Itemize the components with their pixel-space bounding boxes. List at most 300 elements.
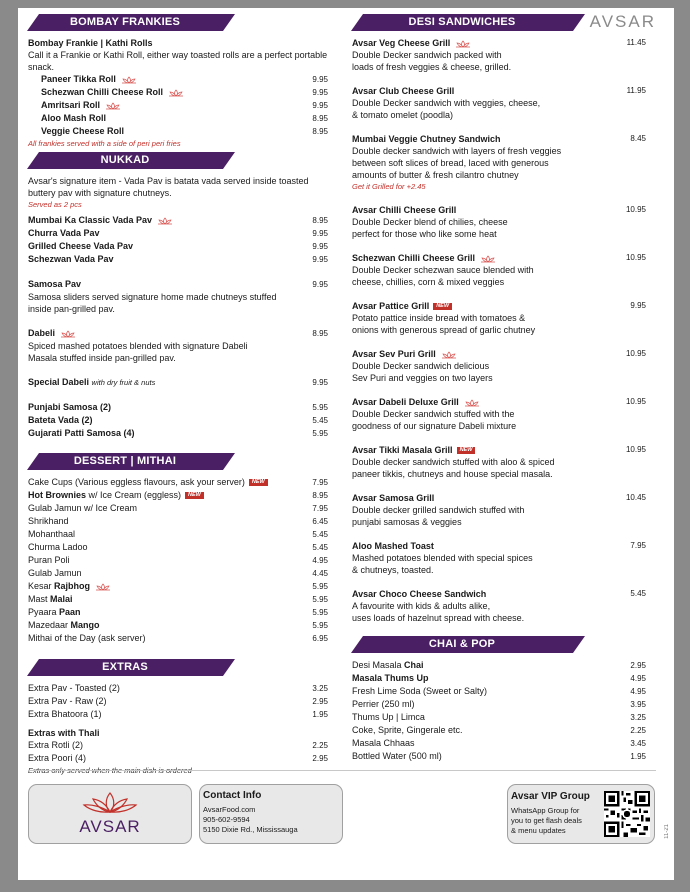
- new-badge: NEW: [457, 447, 476, 454]
- menu-item: [352, 711, 646, 724]
- item-name: Extra Pav - Toasted (2): [28, 683, 120, 693]
- item-name-wrap: [352, 300, 452, 312]
- menu-item: [352, 540, 646, 576]
- item-price: 9.95: [312, 101, 328, 110]
- item-price: 2.25: [630, 726, 646, 735]
- lotus-icon: [121, 76, 137, 84]
- right-column: [352, 14, 646, 763]
- item-name-bold: Masala Thums Up: [352, 673, 429, 683]
- item-price: 2.95: [312, 697, 328, 706]
- item-name-wrap: [28, 708, 102, 720]
- item-name: Veggie Cheese Roll: [41, 126, 125, 136]
- item-price: 9.95: [312, 242, 328, 251]
- item-desc: goodness of our signature Dabeli mixture: [352, 421, 517, 431]
- lotus-icon: [157, 217, 173, 225]
- avsar-lotus-logo-icon: [80, 791, 140, 815]
- item-name: Avsar Veg Cheese Grill: [352, 38, 451, 48]
- item-name: Extra Poori (4): [28, 753, 87, 763]
- item-price: 5.95: [312, 608, 328, 617]
- item-price: 3.25: [312, 684, 328, 693]
- item-price: 10.95: [625, 205, 646, 214]
- item-name: Punjabi Samosa (2): [28, 402, 112, 412]
- item-name-wrap: [352, 204, 456, 216]
- item-price: 9.95: [312, 255, 328, 264]
- item-name: Perrier (250 ml): [352, 699, 415, 709]
- item-name: Gulab Jamun w/ Ice Cream: [28, 503, 138, 513]
- chai-section: [352, 659, 646, 763]
- item-name-wrap: [28, 227, 100, 239]
- item-price: 5.95: [312, 403, 328, 412]
- item-price: 8.95: [312, 491, 328, 500]
- menu-item: [28, 708, 328, 721]
- section-banner-nukkad: [27, 152, 328, 169]
- menu-item: [28, 528, 328, 541]
- item-name: Mithai of the Day (ask server): [28, 633, 146, 643]
- address: 5150 Dixie Rd., Mississauga: [203, 825, 298, 834]
- item-desc: loads of fresh veggies & cheese, grilled.: [352, 62, 512, 72]
- item-name-wrap: [28, 567, 82, 579]
- website-link[interactable]: AvsarFood.com: [203, 805, 256, 814]
- new-badge: NEW: [249, 479, 268, 486]
- item-desc: & tomato omelet (poodla): [352, 110, 454, 120]
- left-column: [28, 14, 328, 776]
- item-name: Schezwan Vada Pav: [28, 254, 114, 264]
- item-name-bold: Mango: [70, 620, 100, 630]
- item-name: Extra Bhatoora (1): [28, 709, 102, 719]
- item-desc: Sev Puri and veggies on two layers: [352, 373, 493, 383]
- item-price: 3.25: [630, 713, 646, 722]
- print-code: 11-21: [664, 824, 670, 839]
- item-name-wrap: [352, 588, 486, 600]
- nukkad-desc: Avsar's signature item - Vada Pav is batata vada served inside toasted buttery pav with signature chutneys.: [28, 176, 309, 198]
- item-name-wrap: [28, 619, 100, 631]
- item-name-wrap: [28, 515, 69, 527]
- item-price: 5.45: [630, 589, 646, 598]
- menu-item: [28, 401, 328, 414]
- item-price: 6.95: [312, 634, 328, 643]
- item-name-wrap: [28, 739, 83, 751]
- lotus-icon: [95, 583, 111, 591]
- section-banner-chai: [351, 636, 646, 653]
- item-name: Thums Up | Limca: [352, 712, 425, 722]
- menu-item: [352, 85, 646, 121]
- thali-heading: Extras with Thali: [28, 728, 100, 738]
- item-name: Schezwan Chilli Cheese Roll: [41, 87, 164, 97]
- item-name-wrap: [28, 502, 137, 514]
- item-name-wrap: [352, 711, 425, 723]
- item-price: 2.25: [312, 741, 328, 750]
- menu-item: [352, 737, 646, 750]
- vip-desc-line: & menu updates: [511, 826, 566, 835]
- item-name: Mohanthaal: [28, 529, 76, 539]
- item-price: 9.95: [312, 229, 328, 238]
- section-banner-extras: [27, 659, 328, 676]
- item-name: Avsar Sev Puri Grill: [352, 349, 436, 359]
- menu-item: [28, 125, 328, 138]
- menu-item: [28, 739, 328, 752]
- item-price: 4.45: [312, 569, 328, 578]
- item-header: [352, 588, 646, 600]
- item-header: [352, 85, 646, 97]
- item-price: 7.95: [312, 504, 328, 513]
- item-desc: Double Decker sandwich packed with: [352, 50, 502, 60]
- item-name: Aloo Mashed Toast: [352, 541, 434, 551]
- item-name-wrap: [28, 632, 146, 644]
- menu-item: [28, 112, 328, 125]
- extras-section: [28, 682, 328, 776]
- item-name: Aloo Mash Roll: [41, 113, 106, 123]
- item-price: 8.95: [312, 329, 328, 338]
- menu-item: [352, 444, 646, 480]
- item-name: Fresh Lime Soda (Sweet or Salty): [352, 686, 488, 696]
- item-price: 4.95: [630, 674, 646, 683]
- item-name: Avsar Choco Cheese Sandwich: [352, 589, 487, 599]
- item-desc: & chutneys, toasted.: [352, 565, 434, 575]
- section-title: DESSERT | MITHAI: [73, 455, 177, 467]
- item-price: 10.95: [625, 445, 646, 454]
- item-name-wrap: [352, 492, 434, 504]
- menu-item: [28, 253, 328, 266]
- item-price: 6.45: [312, 517, 328, 526]
- menu-item: [28, 240, 328, 253]
- item-name: Avsar Tikki Masala Grill: [352, 445, 453, 455]
- item-note: Get it Grilled for +2.45: [352, 182, 426, 191]
- item-price: 1.95: [312, 710, 328, 719]
- item-name-wrap: [28, 401, 111, 413]
- item-desc: paneer tikkis, chutneys and house special masala.: [352, 469, 553, 479]
- item-name-wrap: [28, 489, 204, 501]
- menu-item: [352, 37, 646, 73]
- item-price: 7.95: [630, 541, 646, 550]
- item-name-bold: Paan: [59, 607, 81, 617]
- menu-item: [28, 682, 328, 695]
- item-name: Mumbai Ka Classic Vada Pav: [28, 215, 153, 225]
- item-price: 4.95: [630, 687, 646, 696]
- item-header: [352, 492, 646, 504]
- item-name-bold: Hot Brownies: [28, 490, 87, 500]
- vip-desc: [511, 806, 582, 836]
- item-desc: Double Decker schezwan sauce blended with: [352, 265, 534, 275]
- menu-item: [352, 659, 646, 672]
- item-desc: uses loads of hazelnut spread with cheese.: [352, 613, 525, 623]
- menu-item-dabeli: [28, 327, 328, 364]
- item-desc: cheese, chillies, corn & mixed veggies: [352, 277, 505, 287]
- item-desc: Double Decker sandwich with veggies, cheese,: [352, 98, 541, 108]
- menu-item: [28, 489, 328, 502]
- item-name-wrap: [352, 737, 415, 749]
- item-price: 2.95: [312, 754, 328, 763]
- item-desc: Double decker sandwich with layers of fresh veggies: [352, 146, 562, 156]
- item-name: Bottled Water (500 ml): [352, 751, 442, 761]
- menu-item: [352, 348, 646, 384]
- item-name: Grilled Cheese Vada Pav: [28, 241, 134, 251]
- item-price: 7.95: [312, 478, 328, 487]
- lotus-icon: [480, 255, 496, 263]
- item-price: 5.45: [312, 543, 328, 552]
- item-name: Gulab Jamun: [28, 568, 82, 578]
- phone-number[interactable]: 905-602-9594: [203, 815, 250, 824]
- item-name-wrap: [352, 540, 434, 552]
- item-name-wrap: [28, 214, 173, 226]
- item-header: [352, 204, 646, 216]
- item-name: Avsar Chilli Cheese Grill: [352, 205, 457, 215]
- contact-card: [199, 784, 343, 844]
- item-price: 11.45: [626, 38, 646, 47]
- item-desc: Mashed potatoes blended with special spices: [352, 553, 533, 563]
- item-name: Samosa Pav: [28, 279, 82, 289]
- dessert-section: [28, 476, 328, 645]
- section-title: DESI SANDWICHES: [408, 16, 516, 28]
- item-name: Dabeli: [28, 328, 56, 338]
- item-name-wrap: [28, 476, 268, 488]
- section-banner-sandwiches: [351, 14, 646, 31]
- item-price: 9.95: [312, 88, 328, 97]
- new-badge: NEW: [433, 303, 452, 310]
- item-header: [352, 37, 646, 49]
- item-name-wrap: [41, 73, 137, 85]
- menu-item: [28, 502, 328, 515]
- menu-item: [352, 724, 646, 737]
- item-price: 9.95: [312, 378, 328, 387]
- item-desc: Double decker sandwich stuffed with aloo & spiced: [352, 457, 555, 467]
- item-price: 10.45: [625, 493, 646, 502]
- item-suffix: with dry fruit & nuts: [91, 378, 156, 387]
- item-name: Mast: [28, 594, 51, 604]
- item-name: Coke, Sprite, Gingerale etc.: [352, 725, 463, 735]
- vip-desc-line: WhatsApp Group for: [511, 806, 580, 815]
- item-price: 3.95: [630, 700, 646, 709]
- menu-item: [28, 695, 328, 708]
- menu-item: [28, 99, 328, 112]
- item-name: Churma Ladoo: [28, 542, 88, 552]
- item-desc: amounts of butter & fresh cilantro chutney: [352, 170, 519, 180]
- item-name: Churra Vada Pav: [28, 228, 100, 238]
- menu-item: [352, 396, 646, 432]
- item-name-wrap: [28, 580, 111, 592]
- item-desc: perfect for those who like some heat: [352, 229, 497, 239]
- menu-item: [28, 476, 328, 489]
- item-price: 10.95: [625, 349, 646, 358]
- item-price: 8.95: [312, 216, 328, 225]
- menu-item: [28, 606, 328, 619]
- item-header: [352, 133, 646, 145]
- lotus-icon: [464, 399, 480, 407]
- menu-item: [28, 593, 328, 606]
- item-name: Avsar Samosa Grill: [352, 493, 435, 503]
- item-desc: Double decker grilled sandwich stuffed with: [352, 505, 525, 515]
- item-price: 3.45: [630, 739, 646, 748]
- item-price: 1.95: [630, 752, 646, 761]
- item-desc: punjabi samosas & veggies: [352, 517, 462, 527]
- item-name: Extra Rotli (2): [28, 740, 84, 750]
- item-name-wrap: [41, 125, 124, 137]
- menu-item: [352, 492, 646, 528]
- item-header: [352, 348, 646, 360]
- item-desc: onions with generous spread of garlic chutney: [352, 325, 536, 335]
- item-desc: Potato pattice inside bread with tomatoes &: [352, 313, 526, 323]
- item-name: Paneer Tikka Roll: [41, 74, 116, 84]
- item-desc: Double Decker blend of chilies, cheese: [352, 217, 508, 227]
- item-name-wrap: [352, 348, 457, 360]
- item-name-wrap: [352, 750, 442, 762]
- item-price: 5.95: [312, 621, 328, 630]
- frankies-heading: Bombay Frankie | Kathi Rolls: [28, 38, 153, 48]
- item-header: [352, 300, 646, 312]
- menu-item: [352, 588, 646, 624]
- menu-item: [28, 214, 328, 227]
- new-badge: NEW: [185, 492, 204, 499]
- item-name-wrap: [28, 541, 88, 553]
- item-name-wrap: [352, 724, 463, 736]
- lotus-icon: [60, 330, 76, 338]
- item-price: 9.95: [312, 75, 328, 84]
- item-name: Avsar Pattice Grill: [352, 301, 430, 311]
- item-name-bold: Rajbhog: [54, 581, 91, 591]
- item-name: Bateta Vada (2): [28, 415, 93, 425]
- item-price: 5.45: [312, 530, 328, 539]
- item-desc: Samosa sliders served signature home made chutneys stuffed inside pan-grilled pav.: [28, 292, 277, 314]
- nukkad-note: Served as 2 pcs: [28, 200, 82, 209]
- menu-item: [28, 632, 328, 645]
- menu-item: [28, 752, 328, 765]
- item-header: [352, 444, 646, 456]
- item-name: Special Dabeli: [28, 377, 90, 387]
- item-desc: Double Decker sandwich delicious: [352, 361, 490, 371]
- item-price: 5.95: [312, 595, 328, 604]
- menu-item: [28, 427, 328, 440]
- item-name-bold: Malai: [50, 594, 73, 604]
- item-desc: Double Decker sandwich stuffed with the: [352, 409, 515, 419]
- menu-item: [352, 698, 646, 711]
- sandwiches-section: [352, 37, 646, 624]
- menu-item-samosa-pav: [28, 278, 328, 315]
- item-price: 5.95: [312, 582, 328, 591]
- vip-desc-line: you to get flash deals: [511, 816, 582, 825]
- menu-item: [28, 619, 328, 632]
- item-name-wrap: [28, 554, 70, 566]
- item-price: 2.95: [630, 661, 646, 670]
- item-name: Avsar Dabeli Deluxe Grill: [352, 397, 459, 407]
- menu-item: [352, 750, 646, 763]
- item-name-wrap: [352, 396, 480, 408]
- menu-item: [352, 300, 646, 336]
- frankies-section: [28, 37, 328, 149]
- vip-title: Avsar VIP Group: [511, 791, 590, 802]
- item-name: Kesar: [28, 581, 55, 591]
- item-price: 5.95: [312, 429, 328, 438]
- item-name-wrap: [28, 414, 93, 426]
- menu-item: [28, 414, 328, 427]
- item-header: [352, 396, 646, 408]
- item-name-wrap: [28, 253, 114, 265]
- section-title: NUKKAD: [100, 154, 150, 166]
- section-title: BOMBAY FRANKIES: [70, 16, 180, 28]
- item-header: [352, 252, 646, 264]
- item-name: Masala Chhaas: [352, 738, 415, 748]
- item-price: 8.95: [312, 127, 328, 136]
- item-price: 8.95: [312, 114, 328, 123]
- item-desc: Spiced mashed potatoes blended with signature Dabeli Masala stuffed inside pan-grilled pav.: [28, 341, 248, 363]
- item-name: Desi Masala: [352, 660, 405, 670]
- qr-code-icon[interactable]: [604, 791, 650, 837]
- footer-divider: [28, 770, 656, 771]
- logo-card: [28, 784, 192, 844]
- item-name-wrap: [352, 685, 487, 697]
- item-price: 11.95: [626, 86, 646, 95]
- logo-text: AVSAR: [79, 817, 141, 836]
- vip-card: [507, 784, 655, 844]
- item-name-wrap: [352, 698, 415, 710]
- item-name: Gujarati Patti Samosa (4): [28, 428, 135, 438]
- menu-item: [28, 541, 328, 554]
- nukkad-section: [28, 175, 328, 440]
- item-name: Amritsari Roll: [41, 100, 101, 110]
- item-name-wrap: [28, 695, 107, 707]
- menu-item: [352, 204, 646, 240]
- menu-item: [352, 133, 646, 192]
- item-price: 4.95: [312, 556, 328, 565]
- item-name-wrap: [28, 593, 73, 605]
- lotus-icon: [105, 102, 121, 110]
- menu-item: [28, 580, 328, 593]
- menu-item: [28, 567, 328, 580]
- item-price: 9.95: [630, 301, 646, 310]
- section-banner-dessert: [27, 453, 328, 470]
- section-title: CHAI & POP: [428, 638, 496, 650]
- item-name-wrap: [352, 444, 475, 456]
- section-title: EXTRAS: [102, 661, 148, 673]
- section-banner-frankies: [27, 14, 328, 31]
- item-name: Pyaara: [28, 607, 60, 617]
- menu-item: [352, 685, 646, 698]
- item-name: Mazedaar: [28, 620, 71, 630]
- item-name-wrap: [352, 659, 424, 671]
- item-price: 9.95: [312, 280, 328, 289]
- item-name-wrap: [28, 528, 75, 540]
- menu-item: [28, 86, 328, 99]
- menu-page: [18, 8, 674, 880]
- menu-item: [352, 672, 646, 685]
- menu-item: [28, 73, 328, 86]
- item-price: 8.45: [630, 134, 646, 143]
- item-name-wrap: [28, 427, 135, 439]
- item-name-wrap: [41, 99, 121, 111]
- item-name-wrap: [28, 240, 133, 252]
- item-price: 5.45: [312, 416, 328, 425]
- brand-wordmark: AVSAR: [589, 12, 656, 31]
- item-price: 10.95: [625, 397, 646, 406]
- item-name: Puran Poli: [28, 555, 70, 565]
- contact-details: [203, 805, 298, 835]
- lotus-icon: [168, 89, 184, 97]
- item-name-bold: Chai: [404, 660, 424, 670]
- lotus-icon: [441, 351, 457, 359]
- menu-item: [28, 515, 328, 528]
- contact-title: Contact Info: [203, 790, 262, 801]
- item-desc: A favourite with kids & adults alike,: [352, 601, 491, 611]
- item-name-suffix: w/ Ice Cream (eggless): [86, 490, 182, 500]
- item-name-wrap: [352, 85, 454, 97]
- item-name-wrap: [352, 133, 501, 145]
- frankies-note: All frankies served with a side of peri peri fries: [28, 139, 181, 148]
- item-name-wrap: [28, 752, 86, 764]
- item-name-wrap: [28, 682, 120, 694]
- lotus-icon: [455, 40, 471, 48]
- item-name: Shrikhand: [28, 516, 69, 526]
- item-name-wrap: [28, 606, 81, 618]
- frankies-desc: Call it a Frankie or Kathi Roll, either way toasted rolls are a perfect portable snack.: [28, 50, 328, 72]
- item-name-wrap: [352, 252, 496, 264]
